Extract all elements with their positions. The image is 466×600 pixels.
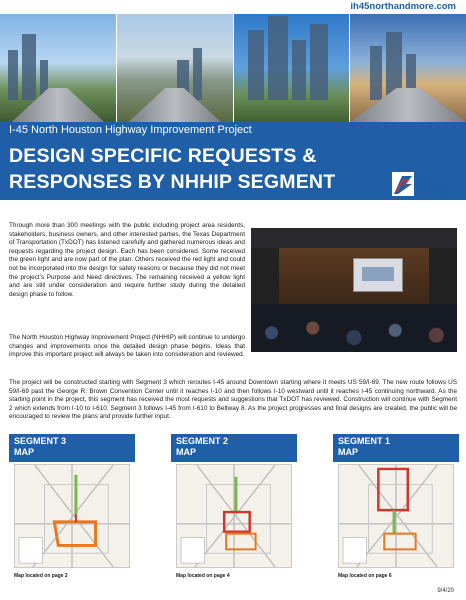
txdot-logo — [392, 168, 462, 202]
segment-1-map-card[interactable] — [333, 434, 459, 584]
registered-mark: ® — [457, 168, 462, 174]
publication-date: 9/4/20 — [437, 588, 454, 594]
bridge-skyline-photo — [350, 14, 466, 122]
segment-2-map-card[interactable] — [171, 434, 297, 584]
downtown-skyline-photo — [234, 14, 351, 122]
map-subtitle: MAP — [14, 447, 34, 457]
map-caption: Map located on page 4 — [176, 573, 230, 579]
map-title: SEGMENT 3 — [14, 436, 67, 446]
map-caption: Map located on page 2 — [14, 573, 68, 579]
texas-flag-icon — [392, 172, 414, 196]
segment-3-map — [14, 464, 130, 568]
page-title-line-2: RESPONSES BY NHHIP SEGMENT — [9, 171, 336, 193]
project-subtitle: I-45 North Houston Highway Improvement Project — [9, 124, 252, 136]
map-subtitle: MAP — [176, 447, 196, 457]
map-subtitle: MAP — [338, 447, 358, 457]
page-title-line-1: DESIGN SPECIFIC REQUESTS & — [9, 145, 317, 167]
projection-screen — [353, 258, 403, 292]
logo-wordmark: Texas Department of Transportation — [414, 178, 460, 196]
cyclists-photo — [0, 14, 117, 122]
public-meeting-photo — [251, 228, 457, 352]
map-caption: Map located on page 6 — [338, 573, 392, 579]
map-title: SEGMENT 1 — [338, 436, 391, 446]
header-photo-strip — [0, 14, 466, 122]
segment-2-map — [176, 464, 292, 568]
intro-paragraph: Through more than 300 meetings with the public including project area residents, stakeholders, business owners, and other interested parties, the Texas Department of Transportation (TxDOT) has listened carefully and gathered numerous ideas and requests regarding the project design. Each has been considered. Some received the green light and are now part of the plan. Others received the red light and could not be incorporated into the design for safety reasons or because they did not meet the project's Purpose and Need directives. The remaining received a yellow light and are still under consideration and require further study during the detailed design phase to follow. — [9, 222, 245, 298]
freeway-interchange-photo — [117, 14, 234, 122]
site-url-link[interactable]: ih45northandmore.com — [350, 1, 456, 12]
segment-3-map-card[interactable] — [9, 434, 135, 584]
construction-paragraph: The project will be constructed starting with Segment 3 which reroutes I-45 around Downtown starting where it meets US 59/I-69. The new route follows US 59/I-69 past the George R. Brown Convention Center until it reaches I-10 and then follows I-10 westward until it reaches I-45 continuing northward. As the starting point in the project, this segment has received the most requests and suggestions that TxDOT has reviewed. Construction will continue with Segment 2 which extends from I-10 to I-610. Segment 3 follows I-45 from I-610 to Beltway 8. As the project progresses and final designs are created, the public will be encouraged to review the plans and provide further input. — [9, 379, 457, 421]
top-bar — [0, 0, 466, 14]
map-title: SEGMENT 2 — [176, 436, 229, 446]
segment-1-map — [338, 464, 454, 568]
changes-paragraph: The North Houston Highway Improvement Project (NHHIP) will continue to undergo changes and improvements once the detailed design phase begins. Ideas that improve this important project will always be taken into consideration and reviewed. — [9, 334, 245, 359]
